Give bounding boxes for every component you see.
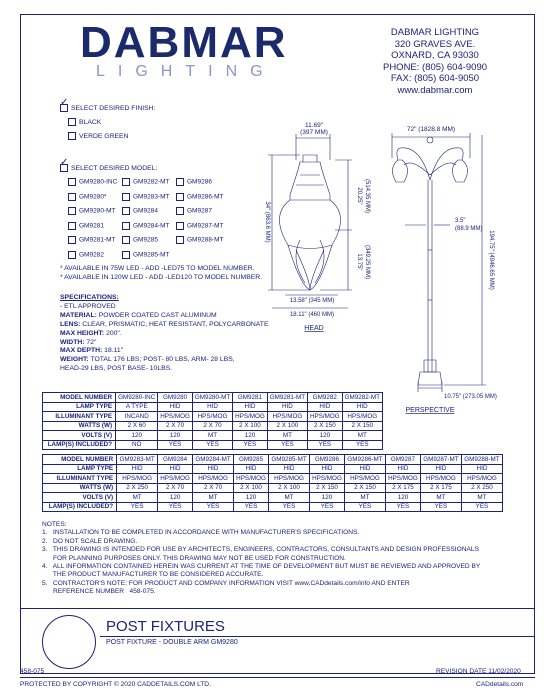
table-cell: HID: [158, 464, 193, 474]
perspective-label: PERSPECTIVE: [405, 407, 455, 414]
table-cell: HPS/MOG: [158, 474, 193, 484]
table-cell: 2 X 70: [158, 421, 193, 431]
model-option-label: GM9286-MT: [187, 193, 224, 201]
table-cell: MT: [117, 493, 158, 503]
table-row: [43, 493, 503, 503]
title-divider: [100, 636, 535, 637]
table-cell: YES: [269, 502, 310, 512]
table-cell: 2 X 150: [308, 421, 343, 431]
model-option-label: GM9287: [187, 207, 212, 215]
table-cell: 2 X 150: [310, 483, 345, 493]
model-option-label: GM9280-MT: [79, 207, 116, 215]
table-row: [43, 474, 503, 484]
table-cell: 120: [233, 431, 268, 441]
title-block: [20, 608, 535, 668]
table-cell: 2 X 70: [192, 421, 232, 431]
note-line: 1. INSTALLATION TO BE COMPLETED IN ACCORDANCE WITH MANUFACTURER'S SPECIFICATIONS.: [42, 529, 360, 537]
model-option-label: GM9280-INC: [79, 178, 118, 186]
table-cell: GM9283-MT: [117, 455, 158, 465]
table-cell: HID: [269, 464, 310, 474]
table-cell: YES: [192, 440, 232, 450]
table-row: [43, 440, 383, 450]
table-cell: YES: [385, 502, 420, 512]
table-cell: GM9282: [308, 393, 343, 403]
table-cell: GM9287-MT: [420, 455, 461, 465]
table-cell: MT: [267, 431, 307, 441]
model-spec-table-1: [42, 392, 383, 450]
table-cell: 2 X 250: [117, 483, 158, 493]
table-row: [43, 455, 503, 465]
table-cell: HPS/MOG: [158, 412, 193, 422]
spec-max-height: MAX HEIGHT: 200".: [60, 329, 122, 337]
table-cell: HPS/MOG: [308, 412, 343, 422]
table-cell: GM9286-MT: [344, 455, 385, 465]
head-bottom-dim2-text: 18.11" (460 MM): [289, 312, 335, 318]
table-cell: GM9286: [310, 455, 345, 465]
table-cell: YES: [310, 502, 345, 512]
head-left-dim-text: 34" (863.6 MM): [264, 201, 270, 243]
table-cell: 2 X 175: [420, 483, 461, 493]
table-cell: 120: [385, 493, 420, 503]
head-right-dim1-mm: (514.35 MM): [364, 178, 370, 214]
model-option-label: GM9285: [133, 236, 158, 244]
table-row-label: MODEL NUMBER: [43, 393, 116, 403]
table-cell: 120: [310, 493, 345, 503]
head-bottom-dim1-text: 13.58" (345 MM): [289, 298, 335, 304]
table-cell: MT: [269, 493, 310, 503]
table-cell: YES: [267, 440, 307, 450]
head-elevation-drawing: [279, 155, 340, 290]
table-row-label: MODEL NUMBER: [43, 455, 117, 465]
model-option-label: GM9286: [187, 178, 212, 186]
model-option-label: GM9281: [79, 222, 104, 230]
model-note-120w: * AVAILABLE IN 120W LED - ADD -LED120 TO MODEL NUMBER.: [60, 274, 263, 281]
table-cell: HPS/MOG: [193, 474, 234, 484]
table-cell: HPS/MOG: [420, 474, 461, 484]
table-cell: HPS/MOG: [267, 412, 307, 422]
table-cell: 2 X 150: [344, 483, 385, 493]
persp-top-dim-text: 72" (1828.8 MM): [406, 126, 456, 133]
table-cell: GM9280: [158, 393, 193, 403]
table-cell: HID: [117, 464, 158, 474]
table-cell: GM9284-MT: [193, 455, 234, 465]
table-cell: YES: [117, 502, 158, 512]
table-cell: YES: [233, 440, 268, 450]
table-cell: 120: [158, 493, 193, 503]
table-cell: HID: [308, 402, 343, 412]
model-heading: SELECT DESIRED MODEL:: [71, 164, 158, 172]
company-phone: PHONE: (805) 604-9090: [382, 61, 488, 73]
table-cell: GM9281: [233, 393, 268, 403]
table-cell: YES: [158, 440, 193, 450]
table-cell: 2 X 100: [269, 483, 310, 493]
table-cell: GM9284: [158, 455, 193, 465]
table-cell: YES: [234, 502, 269, 512]
table-cell: 120: [158, 431, 193, 441]
table-row-label: WATTS (W): [43, 483, 117, 493]
model-spec-table-2: [42, 454, 503, 512]
table-cell: GM9281-MT: [267, 393, 307, 403]
spec-width: WIDTH: 72": [60, 338, 97, 346]
table-cell: GM9285-MT: [269, 455, 310, 465]
head-right-dim2-text: 13.75": [356, 253, 362, 271]
company-address-line1: 320 GRAVES AVE.: [394, 38, 476, 50]
model-option-label: GM9282: [79, 251, 104, 259]
table-cell: MT: [342, 431, 382, 441]
table-cell: MT: [461, 493, 502, 503]
model-option-label: GM9280*: [79, 193, 107, 201]
table-cell: YES: [461, 502, 502, 512]
spec-weight-cont: HEAD-29 LBS, POST BASE- 10LBS.: [60, 365, 173, 373]
table-cell: HID: [267, 402, 307, 412]
table-cell: 2 X 100: [233, 421, 268, 431]
table-row-label: ILLUMINANT TYPE: [43, 412, 116, 422]
table-cell: HID: [233, 402, 268, 412]
table-cell: MT: [193, 493, 234, 503]
notes-block: [42, 521, 480, 597]
head-right-dim1-text: 20.25": [356, 187, 362, 205]
table-row-label: VOLTS (V): [43, 493, 117, 503]
table-cell: 2 X 100: [267, 421, 307, 431]
table-cell: GM9285: [234, 455, 269, 465]
spec-depth: MAX DEPTH: 18.11": [60, 347, 124, 355]
table-cell: HID: [158, 402, 193, 412]
model-option-label: GM9281-MT: [79, 236, 116, 244]
table-cell: 120: [116, 431, 158, 441]
table-cell: GM9287: [385, 455, 420, 465]
table-cell: HPS/MOG: [233, 412, 268, 422]
note-line: THE PRODUCT MANUFACTURER TO BE CONSIDERED ACCURATE.: [42, 571, 264, 579]
table-cell: 2 X 70: [193, 483, 234, 493]
head-top-dim-text: 11.69": [304, 122, 324, 129]
table-cell: HPS/MOG: [342, 412, 382, 422]
table-cell: HID: [461, 464, 502, 474]
model-option-label: GM9285-MT: [133, 251, 170, 259]
table-cell: GM9280-MT: [192, 393, 232, 403]
table-cell: HPS/MOG: [234, 474, 269, 484]
table-cell: HPS/MOG: [344, 474, 385, 484]
note-line: 4. ALL INFORMATION CONTAINED HEREIN WAS CURRENT AT THE TIME OF DEVELOPMENT BUT MUST BE REVIEWED AND APPROVED BY: [42, 563, 481, 571]
table-cell: HID: [385, 464, 420, 474]
table-cell: GM9280-INC: [116, 393, 158, 403]
head-label: HEAD: [304, 325, 324, 332]
notes-heading: NOTES:: [42, 521, 67, 528]
table-cell: YES: [342, 440, 382, 450]
footer-revision-date: REVISION DATE 11/02/2020: [436, 668, 521, 675]
table-row: [43, 412, 383, 422]
table-cell: YES: [308, 440, 343, 450]
footer-site[interactable]: CADdetails.com: [476, 681, 524, 688]
model-option-label: GM9284-MT: [133, 222, 170, 230]
table-cell: YES: [344, 502, 385, 512]
note-line: 5. CONTRACTOR'S NOTE: FOR PRODUCT AND COMPANY INFORMATION VISIT www.CADdetails.com/info AND ENTER: [42, 579, 410, 587]
table-row: [43, 464, 503, 474]
table-row-label: LAMP TYPE: [43, 402, 116, 412]
company-website[interactable]: www.dabmar.com: [397, 84, 473, 96]
table-row: [43, 431, 383, 441]
table-row: [43, 402, 383, 412]
logo-subtitle: LIGHTING: [96, 63, 276, 80]
footer-copyright: PROTECTED BY COPYRIGHT © 2020 CADDETAILS.COM LTD.: [20, 681, 211, 688]
title-circle: [42, 615, 96, 669]
table-cell: HPS/MOG: [385, 474, 420, 484]
head-right-dim2-mm: (349.25 MM): [364, 244, 370, 280]
table-row-label: LAMP TYPE: [43, 464, 117, 474]
model-option-label: GM9284: [133, 207, 158, 215]
company-fax: FAX: (805) 604-9050: [390, 73, 480, 84]
table-row-label: WATTS (W): [43, 421, 116, 431]
note-line: 2. DO NOT SCALE DRAWING.: [42, 537, 138, 545]
footer-ref: 458-075: [20, 668, 45, 675]
model-option-label: GM9287-MT: [187, 222, 224, 230]
finish-heading: SELECT DESIRED FINISH:: [71, 104, 156, 112]
persp-mid-dim-text: 3.5": [455, 218, 466, 224]
table-cell: HPS/MOG: [269, 474, 310, 484]
table-cell: GM9282-MT: [342, 393, 382, 403]
logo-wordmark: DABMAR: [80, 18, 288, 67]
table-row: [43, 502, 503, 512]
table-cell: MT: [192, 431, 232, 441]
persp-mid-dim-mm: (88.9 MM): [455, 226, 483, 232]
note-line: FOR PLANNING PURPOSES ONLY. THIS DRAWING MAY NOT BE USED FOR CONSTRUCTION.: [42, 554, 346, 562]
table-cell: YES: [158, 502, 193, 512]
note-line: 3. THIS DRAWING IS INTENDED FOR USE BY ARCHITECTS, ENGINEERS, CONTRACTORS, CONSULTANTS AND DESIGN PROFESSIONALS: [42, 546, 479, 554]
model-option-label: GM9288-MT: [187, 236, 224, 244]
table-cell: HPS/MOG: [192, 412, 232, 422]
drawing-subtitle: POST FIXTURE - DOUBLE ARM GM9280: [106, 639, 238, 646]
finish-option-label: BLACK: [79, 118, 102, 126]
table-cell: MT: [420, 493, 461, 503]
finish-option-label: VERDE GREEN: [79, 132, 129, 140]
table-row-label: LAMP(S) INCLUDED?: [43, 440, 116, 450]
table-cell: 120: [234, 493, 269, 503]
table-cell: HID: [342, 402, 382, 412]
model-option-label: GM9282-MT: [133, 178, 170, 186]
model-note-75w: * AVAILABLE IN 75W LED - ADD -LED75 TO MODEL NUMBER.: [60, 265, 255, 272]
table-cell: HID: [344, 464, 385, 474]
persp-right-dim-text: 194.75" (4946.65 MM): [488, 230, 494, 290]
company-address-line2: OXNARD, CA 93030: [391, 50, 479, 61]
table-cell: HPS/MOG: [461, 474, 502, 484]
spec-weight: WEIGHT: TOTAL 176 LBS; POST- 80 LBS, ARM- 28 LBS,: [60, 356, 235, 364]
table-cell: YES: [420, 502, 461, 512]
table-cell: YES: [193, 502, 234, 512]
table-cell: HPS/MOG: [117, 474, 158, 484]
perspective-drawing: [392, 137, 467, 385]
head-top-dim-mm: (397 MM): [300, 129, 328, 136]
table-row-label: LAMP(S) INCLUDED?: [43, 502, 117, 512]
company-name: DABMAR LIGHTING: [390, 27, 480, 38]
table-row: [43, 393, 383, 403]
table-cell: 2 X 70: [158, 483, 193, 493]
table-cell: 2 X 60: [116, 421, 158, 431]
specifications-heading: SPECIFICATIONS:: [60, 294, 119, 301]
table-cell: HID: [192, 402, 232, 412]
table-cell: 2 X 100: [234, 483, 269, 493]
spec-material: MATERIAL: POWDER COATED CAST ALUMINUM: [60, 311, 217, 319]
table-cell: 2 X 175: [385, 483, 420, 493]
table-cell: HID: [234, 464, 269, 474]
spec-etl: - ETL APPROVED: [60, 302, 116, 310]
table-cell: HID: [193, 464, 234, 474]
table-cell: NO: [116, 440, 158, 450]
footer-divider: [20, 677, 535, 678]
spec-lens: LENS: CLEAR, PRISMATIC, HEAT RESISTANT, POLYCARBONATE: [60, 320, 269, 328]
model-option-label: GM9283-MT: [133, 193, 170, 201]
table-row-label: ILLUMINANT TYPE: [43, 474, 117, 484]
table-row: [43, 483, 503, 493]
table-cell: 2 X 150: [342, 421, 382, 431]
table-cell: HID: [420, 464, 461, 474]
table-cell: GM9288-MT: [461, 455, 502, 465]
table-cell: 120: [308, 431, 343, 441]
note-line: REFERENCE NUMBER 458-075.: [42, 588, 156, 596]
table-cell: INCAND: [116, 412, 158, 422]
table-row: [43, 421, 383, 431]
table-cell: HPS/MOG: [310, 474, 345, 484]
table-row-label: VOLTS (V): [43, 431, 116, 441]
table-cell: 2 X 250: [461, 483, 502, 493]
persp-bottom-dim-text: 10.75" (273.05 MM): [444, 394, 497, 400]
table-cell: HID: [310, 464, 345, 474]
drawing-title: POST FIXTURES: [106, 618, 225, 635]
table-cell: A TYPE: [116, 402, 158, 412]
table-cell: MT: [344, 493, 385, 503]
